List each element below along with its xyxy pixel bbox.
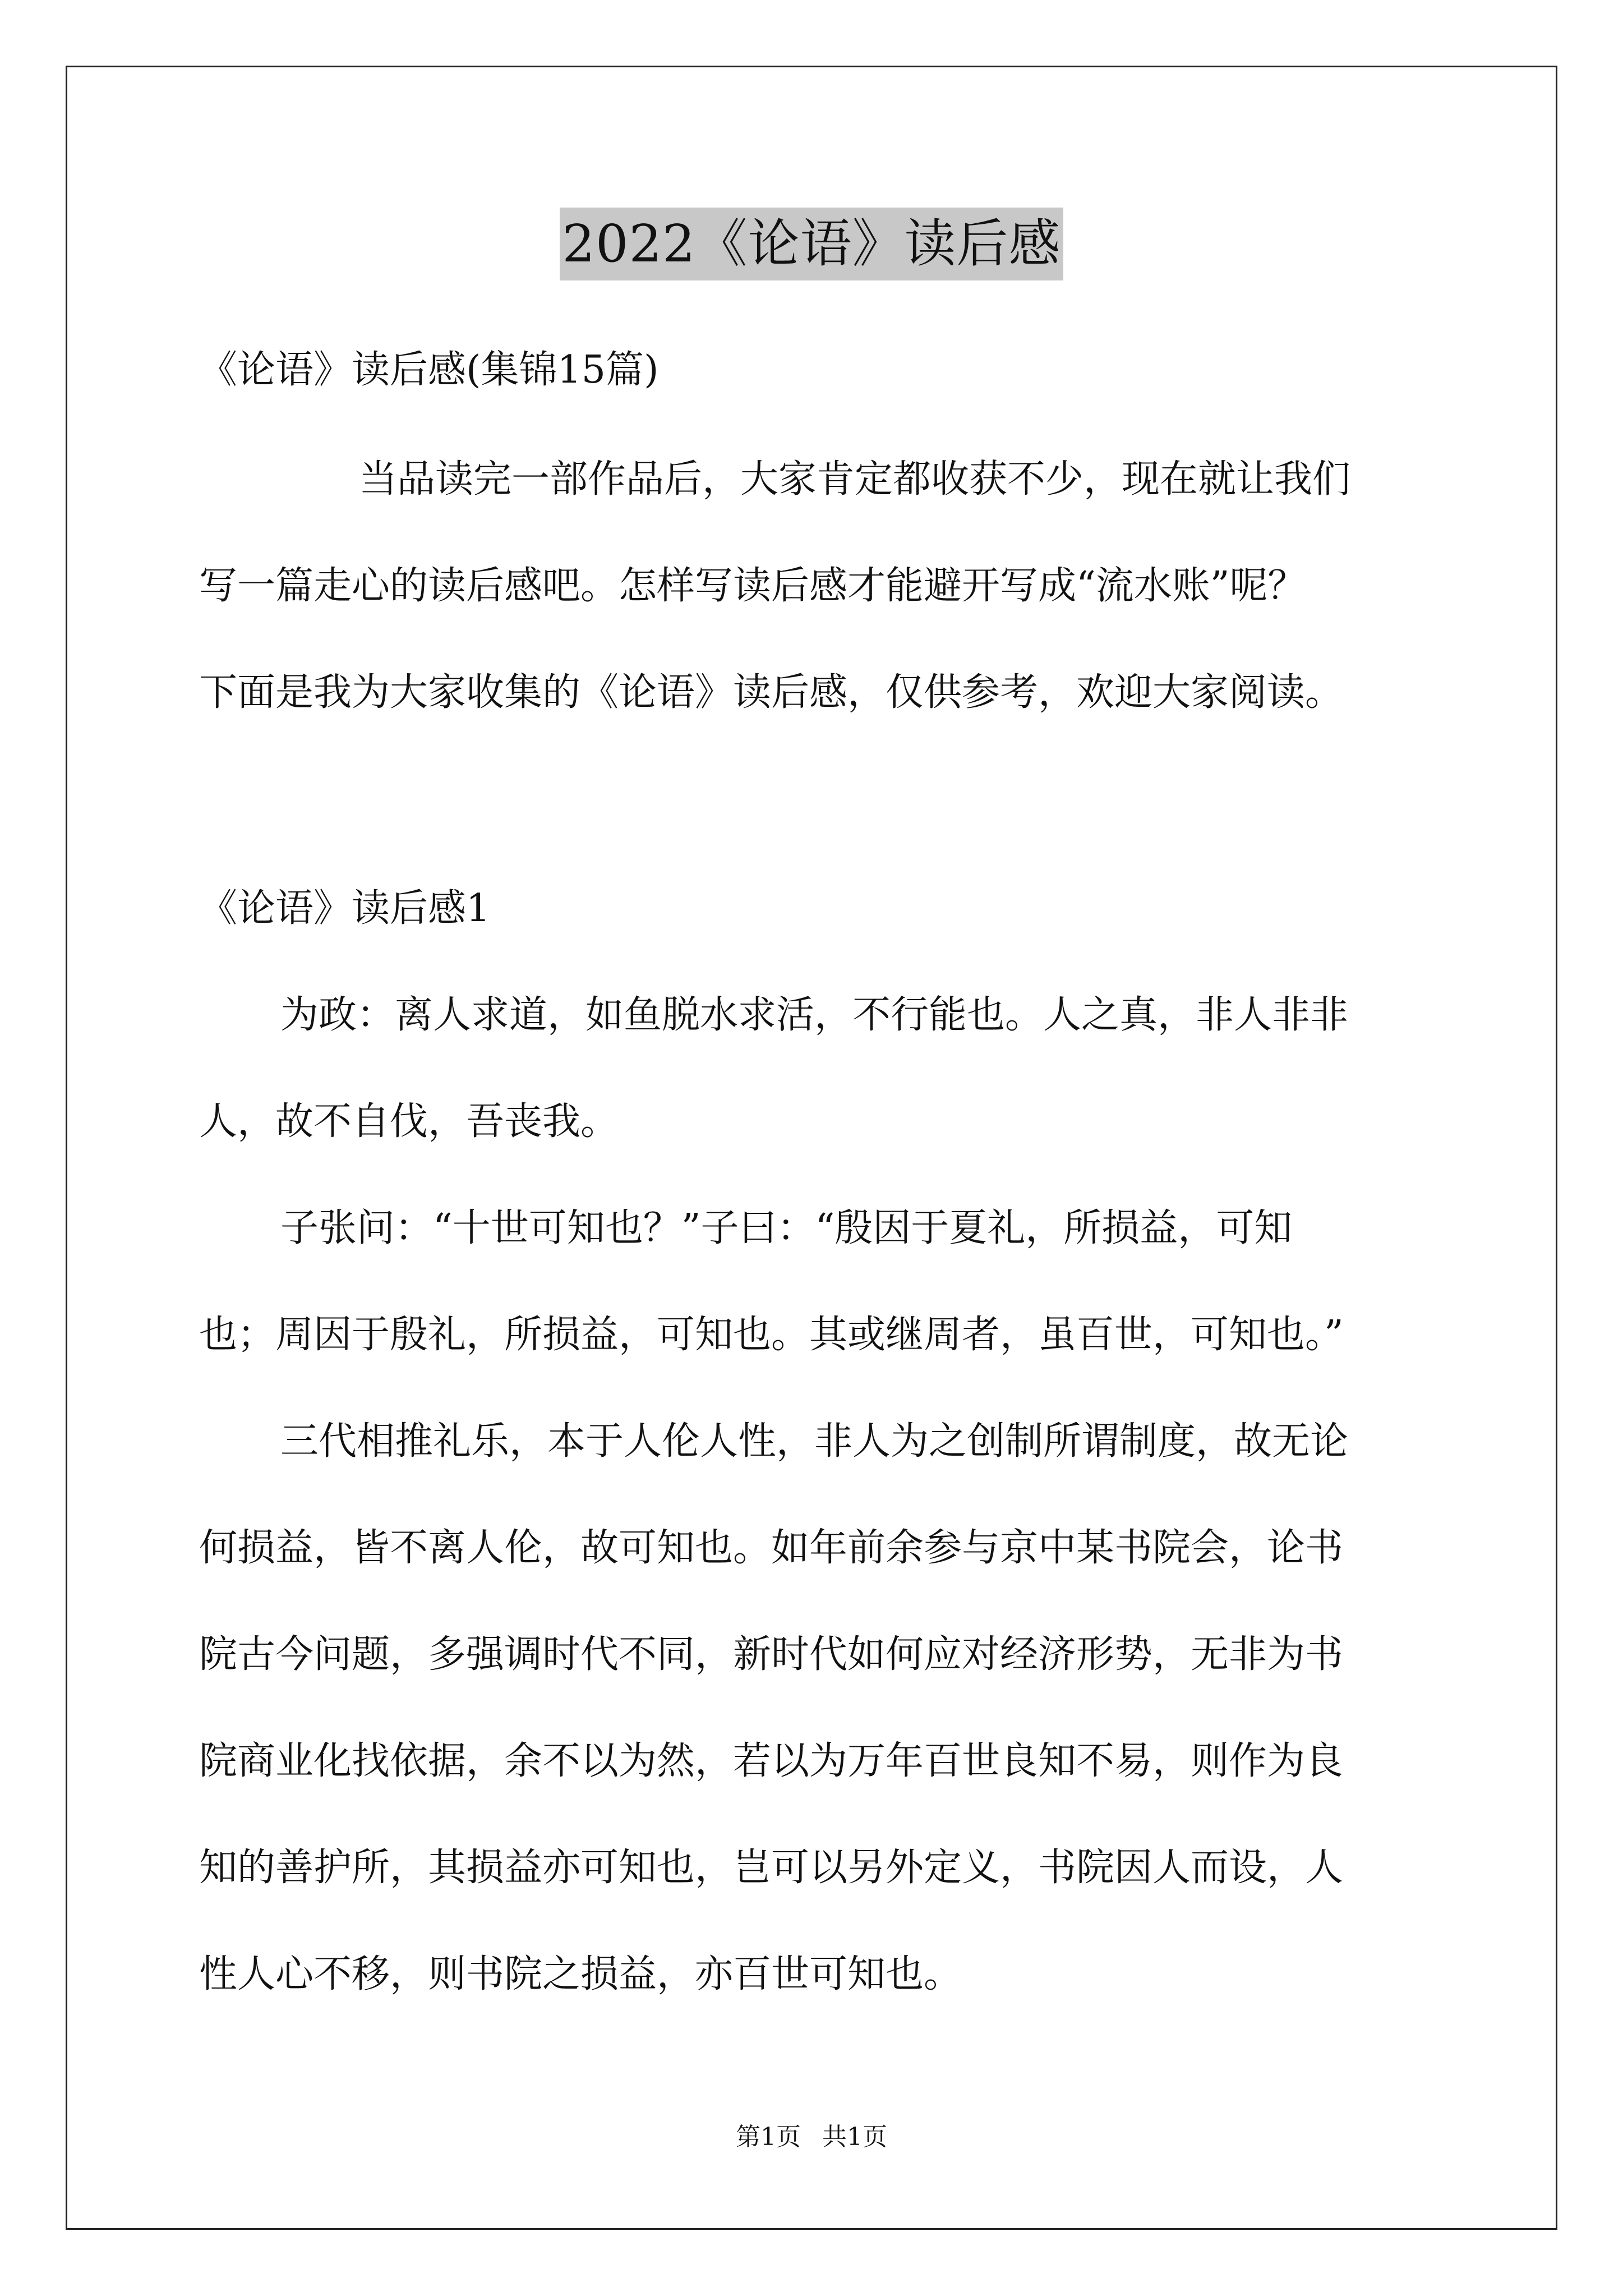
paragraph-3-line-4: 院商业化找依据，余不以为然，若以为万年百世良知不易，则作为良: [199, 1739, 1344, 1783]
page-total: 共1页: [822, 2123, 887, 2151]
section-heading: 《论语》读后感1: [199, 886, 491, 931]
paragraph-3-line-5: 知的善护所，其损益亦可知也，岂可以另外定义，书院因人而设，人: [199, 1846, 1344, 1890]
intro-line-1: 当品读完一部作品后，大家肯定都收获不少，现在就让我们: [359, 457, 1351, 501]
paragraph-3-line-3: 院古今问题，多强调时代不同，新时代如何应对经济形势，无非为书: [199, 1632, 1344, 1677]
title-wrap: [0, 208, 1623, 280]
paragraph-3-line-6: 性人心不移，则书院之损益，亦百世可知也。: [199, 1952, 962, 1996]
page-footer: [0, 2120, 1623, 2154]
paragraph-2-line-1: 子张问：“十世可知也？”子曰：“殷因于夏礼，所损益，可知: [280, 1206, 1293, 1250]
page-number: 第1页: [736, 2123, 801, 2151]
document-title: 2022《论语》读后感: [560, 208, 1063, 280]
intro-line-2: 写一篇走心的读后感吧。怎样写读后感才能避开写成“流水账”呢？: [199, 564, 1306, 608]
paragraph-1-line-2: 人，故不自伐，吾丧我。: [199, 1099, 619, 1144]
paragraph-2-line-2: 也；周因于殷礼，所损益，可知也。其或继周者，虽百世，可知也。”: [199, 1313, 1344, 1357]
intro-line-3: 下面是我为大家收集的《论语》读后感，仅供参考，欢迎大家阅读。: [199, 670, 1344, 715]
paragraph-3-line-1: 三代相推礼乐，本于人伦人性，非人为之创制所谓制度，故无论: [280, 1419, 1349, 1464]
paragraph-1-line-1: 为政：离人求道，如鱼脱水求活，不行能也。人之真，非人非非: [280, 993, 1349, 1037]
document-subtitle: 《论语》读后感(集锦15篇): [199, 348, 659, 392]
paragraph-3-line-2: 何损益，皆不离人伦，故可知也。如年前余参与京中某书院会，论书: [199, 1526, 1344, 1570]
